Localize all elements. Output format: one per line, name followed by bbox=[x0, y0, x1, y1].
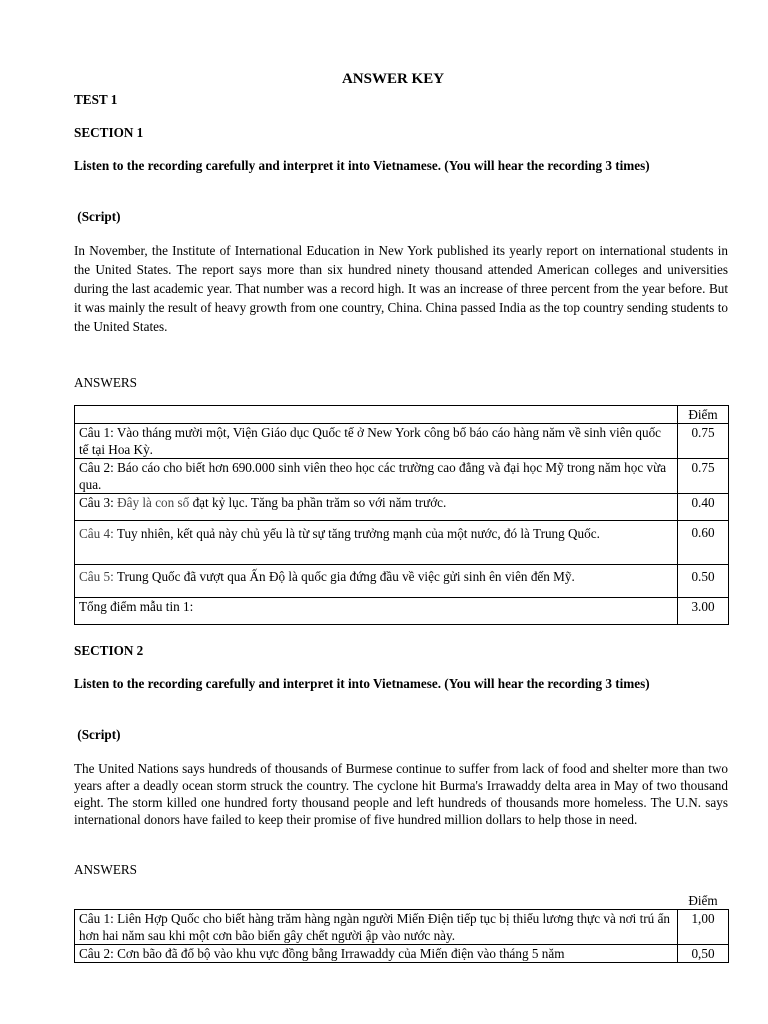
table-row bbox=[75, 521, 729, 565]
section-2-script-label: (Script) bbox=[74, 727, 121, 742]
total-points-cell: 3.00 bbox=[678, 598, 729, 625]
question-prefix: Câu 1: bbox=[79, 911, 118, 926]
points-cell: 0.40 bbox=[678, 494, 729, 521]
table-row-total bbox=[75, 598, 729, 625]
points-cell: 0.75 bbox=[678, 459, 729, 494]
question-prefix: Câu 5: bbox=[79, 569, 117, 584]
question-prefix: Câu 4: bbox=[79, 526, 117, 541]
question-text: Cơn bão đã đổ bộ vào khu vực đồng bằng Irrawaddy của Miến điện vào tháng 5 năm bbox=[117, 946, 565, 961]
section-1-heading: SECTION 1 bbox=[74, 125, 144, 140]
section-1-script: In November, the Institute of International Education in New York published its yearly report on international students in the United States. The report says more than six hundred ninety thousand attended American colleges and universities during the last academic year. That number was a record high. It was an increase of three percent from the year before. But it was mainly the result of heavy growth from one country, China. China passed India as the top country sending students to the United States. bbox=[74, 243, 728, 334]
section-1-instruction: Listen to the recording carefully and interpret it into Vietnamese. (You will hear the recording 3 times) bbox=[74, 158, 650, 173]
points-header: Điểm bbox=[678, 406, 729, 424]
question-cell bbox=[75, 494, 678, 521]
section-2-instruction: Listen to the recording carefully and interpret it into Vietnamese. (You will hear the recording 3 times) bbox=[74, 676, 650, 691]
total-label-cell: Tổng điểm mẫu tin 1: bbox=[75, 598, 678, 625]
page-title: ANSWER KEY bbox=[341, 71, 445, 87]
table-row bbox=[75, 424, 729, 459]
question-cell bbox=[75, 910, 678, 945]
section-1-script-label: (Script) bbox=[74, 209, 121, 224]
table-row bbox=[75, 494, 729, 521]
question-cell bbox=[75, 521, 678, 565]
table-row bbox=[75, 945, 729, 963]
question-cell: Câu 2: Báo cáo cho biết hơn 690.000 sinh viên theo học các trường cao đẳng và đại học Mỹ trong năm học vừa qua. bbox=[75, 459, 678, 494]
section-2-answers-table bbox=[74, 892, 729, 963]
question-text: đạt kỷ lục. Tăng ba phần trăm so với năm trước. bbox=[189, 495, 447, 510]
question-text: Liên Hợp Quốc cho biết hàng trăm hàng ngàn người Miến Điện tiếp tục bị thiếu lương thực và nơi trú ẩn hơn hai năm sau khi một cơn bão biển gây chết người ập vào nước này. bbox=[79, 911, 671, 943]
table-row bbox=[75, 459, 729, 494]
points-cell: 1,00 bbox=[678, 910, 729, 945]
question-text: Tuy nhiên, kết quả này chủ yếu là từ sự tăng trưởng mạnh của một nước, đó là Trung Quốc. bbox=[116, 526, 600, 541]
points-cell: 0.50 bbox=[678, 565, 729, 598]
question-cell bbox=[75, 565, 678, 598]
section-2-answers-label: ANSWERS bbox=[74, 862, 138, 877]
test-label: TEST 1 bbox=[74, 92, 118, 107]
question-cell bbox=[75, 945, 678, 963]
table-row bbox=[75, 910, 729, 945]
question-prefix: Câu 2: bbox=[79, 946, 118, 961]
points-header: Điểm bbox=[688, 893, 718, 908]
section-1-answers-table bbox=[74, 405, 729, 625]
question-text: Trung Quốc đã vượt qua Ấn Độ là quốc gia đứng đầu về việc gửi sinh ên viên đến Mỹ. bbox=[116, 569, 575, 584]
section-2-script: The United Nations says hundreds of thousands of Burmese continue to suffer from lack of food and shelter more than two years after a deadly ocean storm struck the country. The cyclone hit Burma's Irrawaddy delta area in May of two thousand eight. The storm killed one hundred forty thousand people and left hundreds of thousands more homeless. The U.N. says international donors have failed to keep their promise of five hundred million dollars to help those in need. bbox=[74, 761, 728, 827]
question-cell: Câu 1: Vào tháng mười một, Viện Giáo dục Quốc tế ở New York công bố báo cáo hàng năm về sinh viên quốc tế tại Hoa Kỳ. bbox=[75, 424, 678, 459]
table-row bbox=[75, 565, 729, 598]
question-highlight: Đây là con số bbox=[117, 495, 190, 510]
points-cell: 0.75 bbox=[678, 424, 729, 459]
question-prefix: Câu 3: bbox=[79, 495, 118, 510]
points-cell: 0,50 bbox=[678, 945, 729, 963]
section-1-answers-label: ANSWERS bbox=[74, 375, 138, 390]
section-2-heading: SECTION 2 bbox=[74, 643, 144, 658]
points-cell: 0.60 bbox=[678, 521, 729, 565]
